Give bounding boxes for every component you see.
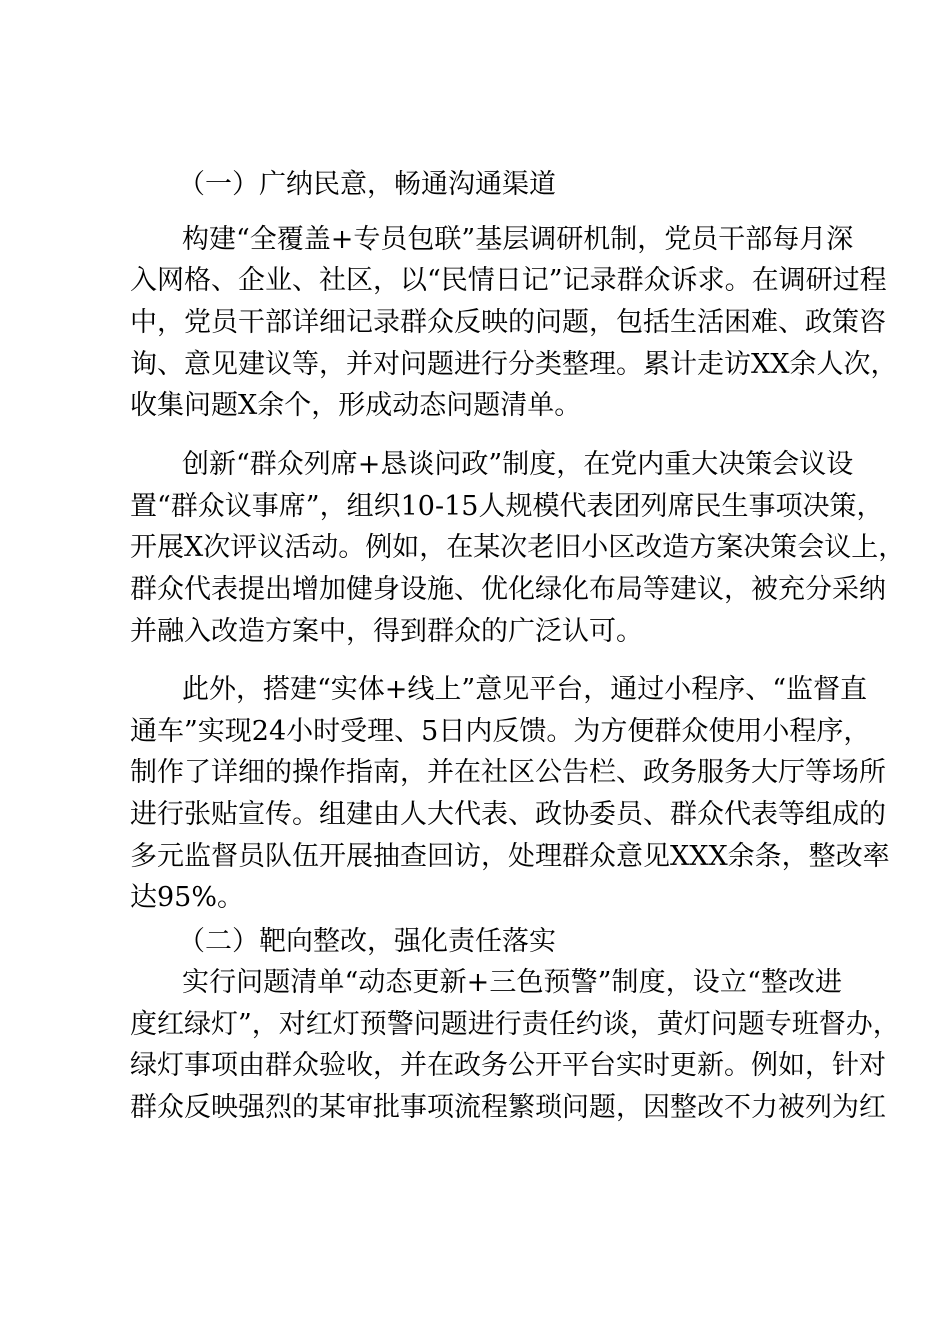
paragraph-line: 通车”实现24小时受理、5日内反馈。为方便群众使用小程序， xyxy=(130,716,871,747)
paragraph-line: 构建“全覆盖+专员包联”基层调研机制，党员干部每月深 xyxy=(182,224,854,255)
paragraph-line: 达95%。 xyxy=(130,882,245,913)
section-heading: （二）靶向整改，强化责任落实 xyxy=(178,926,556,957)
paragraph-line: 进行张贴宣传。组建由人大代表、政协委员、群众代表等组成的 xyxy=(130,799,886,830)
paragraph-line: 群众代表提出增加健身设施、优化绿化布局等建议，被充分采纳 xyxy=(130,574,886,605)
paragraph-line: 开展X次评议活动。例如，在某次老旧小区改造方案决策会议上， xyxy=(130,532,906,563)
section-heading: （一）广纳民意，畅通沟通渠道 xyxy=(178,169,556,200)
paragraph-line: 实行问题清单“动态更新+三色预警”制度，设立“整改进 xyxy=(182,967,842,998)
paragraph-line: 多元监督员队伍开展抽查回访，处理群众意见XXX余条，整改率 xyxy=(130,841,890,872)
paragraph-line: 入网格、企业、社区，以“民情日记”记录群众诉求。在调研过程 xyxy=(130,265,887,296)
paragraph-line: 群众反映强烈的某审批事项流程繁琐问题，因整改不力被列为红 xyxy=(130,1092,886,1123)
paragraph-line: 度红绿灯”，对红灯预警问题进行责任约谈，黄灯问题专班督办， xyxy=(130,1009,900,1040)
paragraph-line: 创新“群众列席+恳谈问政”制度，在党内重大决策会议设 xyxy=(182,449,854,480)
paragraph-line: 绿灯事项由群众验收，并在政务公开平台实时更新。例如，针对 xyxy=(130,1050,886,1081)
paragraph-line: 并融入改造方案中，得到群众的广泛认可。 xyxy=(130,616,643,647)
paragraph-line: 收集问题X余个，形成动态问题清单。 xyxy=(130,390,582,421)
paragraph-line: 此外，搭建“实体+线上”意见平台，通过小程序、“监督直 xyxy=(182,674,868,705)
paragraph-line: 制作了详细的操作指南，并在社区公告栏、政务服务大厅等场所 xyxy=(130,757,886,788)
paragraph-line: 中，党员干部详细记录群众反映的问题，包括生活困难、政策咨 xyxy=(130,307,886,338)
paragraph-line: 询、意见建议等，并对问题进行分类整理。累计走访XX余人次， xyxy=(130,349,898,380)
paragraph-line: 置“群众议事席”，组织10-15人规模代表团列席民生事项决策， xyxy=(130,491,884,522)
